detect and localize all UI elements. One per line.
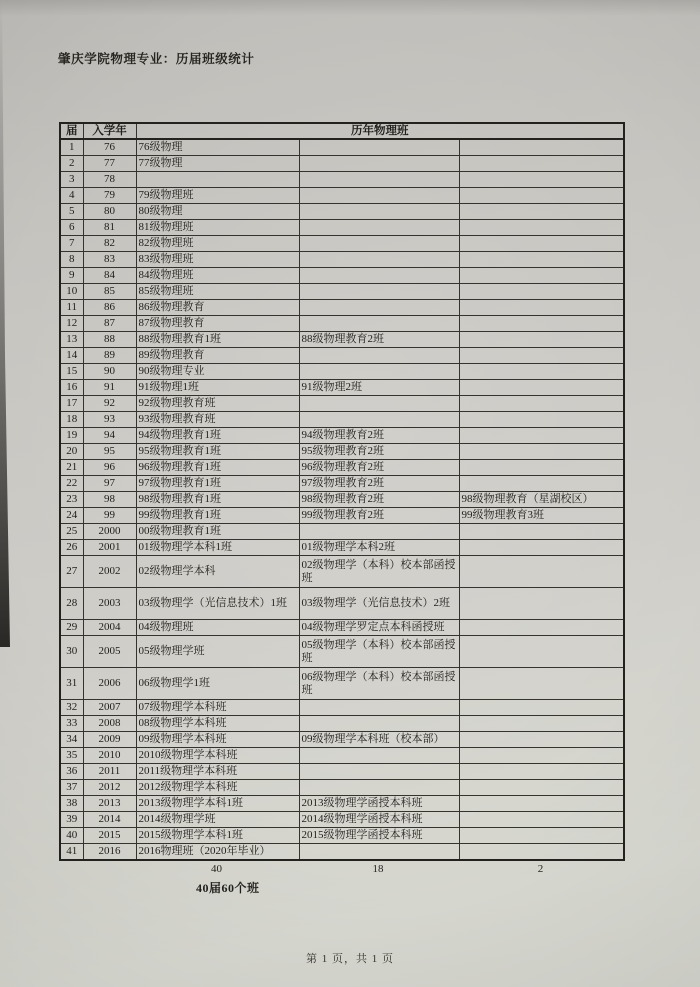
class2-cell xyxy=(299,700,459,716)
class3-cell xyxy=(459,732,624,748)
table-row xyxy=(60,732,624,748)
class1-cell: 2012级物理学本科班 xyxy=(136,780,299,796)
class2-cell xyxy=(299,284,459,300)
class1-cell: 91级物理1班 xyxy=(136,380,299,396)
year-cell: 82 xyxy=(83,236,136,252)
year-cell: 2011 xyxy=(83,764,136,780)
class2-cell: 04级物理学罗定点本科函授班 xyxy=(299,620,459,636)
year-cell: 2008 xyxy=(83,716,136,732)
class2-cell: 88级物理教育2班 xyxy=(299,332,459,348)
document-title: 肇庆学院物理专业：历届班级统计 xyxy=(58,52,255,66)
class3-cell xyxy=(459,588,624,620)
session-cell: 8 xyxy=(60,252,83,268)
header-session: 届 xyxy=(60,123,83,139)
class1-cell: 82级物理班 xyxy=(136,236,299,252)
year-cell: 87 xyxy=(83,316,136,332)
table-row xyxy=(60,380,624,396)
table-row xyxy=(60,636,624,668)
year-cell: 97 xyxy=(83,476,136,492)
class1-cell: 2013级物理学本科1班 xyxy=(136,796,299,812)
class3-cell xyxy=(459,348,624,364)
class3-cell xyxy=(459,716,624,732)
class2-cell xyxy=(299,268,459,284)
session-cell: 37 xyxy=(60,780,83,796)
class3-cell xyxy=(459,236,624,252)
summary-count-col1: 40 xyxy=(211,863,222,875)
class1-cell: 05级物理学班 xyxy=(136,636,299,668)
session-cell: 31 xyxy=(60,668,83,700)
year-cell: 77 xyxy=(83,156,136,172)
summary-total-label: 40届60个班 xyxy=(196,881,260,895)
class2-cell xyxy=(299,252,459,268)
class2-cell: 02级物理学（本科）校本部函授班 xyxy=(299,556,459,588)
year-cell: 92 xyxy=(83,396,136,412)
session-cell: 28 xyxy=(60,588,83,620)
class3-cell xyxy=(459,636,624,668)
class2-cell xyxy=(299,412,459,428)
class1-cell: 02级物理学本科 xyxy=(136,556,299,588)
class1-cell: 90级物理专业 xyxy=(136,364,299,380)
class2-cell xyxy=(299,780,459,796)
class2-cell: 99级物理教育2班 xyxy=(299,508,459,524)
class1-cell: 79级物理班 xyxy=(136,188,299,204)
year-cell: 76 xyxy=(83,139,136,156)
table-row xyxy=(60,204,624,220)
class1-cell: 94级物理教育1班 xyxy=(136,428,299,444)
table-row xyxy=(60,540,624,556)
table-row xyxy=(60,220,624,236)
class1-cell: 99级物理教育1班 xyxy=(136,508,299,524)
table-row xyxy=(60,460,624,476)
class2-cell xyxy=(299,236,459,252)
table-row xyxy=(60,796,624,812)
class2-cell: 2015级物理学函授本科班 xyxy=(299,828,459,844)
class3-cell xyxy=(459,812,624,828)
class1-cell: 86级物理教育 xyxy=(136,300,299,316)
class2-cell: 01级物理学本科2班 xyxy=(299,540,459,556)
session-cell: 39 xyxy=(60,812,83,828)
class1-cell: 97级物理教育1班 xyxy=(136,476,299,492)
class2-cell xyxy=(299,204,459,220)
table-header-row xyxy=(60,123,624,139)
table-row xyxy=(60,508,624,524)
class2-cell xyxy=(299,348,459,364)
class2-cell xyxy=(299,156,459,172)
session-cell: 20 xyxy=(60,444,83,460)
year-cell: 2006 xyxy=(83,668,136,700)
session-cell: 41 xyxy=(60,844,83,861)
class1-cell: 87级物理教育 xyxy=(136,316,299,332)
year-cell: 84 xyxy=(83,268,136,284)
class3-cell xyxy=(459,139,624,156)
class1-cell: 04级物理班 xyxy=(136,620,299,636)
table-row xyxy=(60,764,624,780)
year-cell: 93 xyxy=(83,412,136,428)
class2-cell: 94级物理教育2班 xyxy=(299,428,459,444)
table-row xyxy=(60,139,624,156)
class1-cell: 85级物理班 xyxy=(136,284,299,300)
class1-cell: 95级物理教育1班 xyxy=(136,444,299,460)
year-cell: 2005 xyxy=(83,636,136,668)
table-row xyxy=(60,412,624,428)
class3-cell xyxy=(459,284,624,300)
session-cell: 12 xyxy=(60,316,83,332)
session-cell: 22 xyxy=(60,476,83,492)
year-cell: 88 xyxy=(83,332,136,348)
table-row xyxy=(60,524,624,540)
session-cell: 18 xyxy=(60,412,83,428)
year-cell: 81 xyxy=(83,220,136,236)
year-cell: 2009 xyxy=(83,732,136,748)
class1-cell: 2010级物理学本科班 xyxy=(136,748,299,764)
table-row xyxy=(60,492,624,508)
session-cell: 35 xyxy=(60,748,83,764)
year-cell: 2001 xyxy=(83,540,136,556)
class2-cell: 91级物理2班 xyxy=(299,380,459,396)
session-cell: 6 xyxy=(60,220,83,236)
year-cell: 2010 xyxy=(83,748,136,764)
table-row xyxy=(60,444,624,460)
session-cell: 17 xyxy=(60,396,83,412)
class3-cell: 99级物理教育3班 xyxy=(459,508,624,524)
table-row xyxy=(60,812,624,828)
session-cell: 29 xyxy=(60,620,83,636)
class3-cell xyxy=(459,556,624,588)
class2-cell xyxy=(299,396,459,412)
year-cell: 96 xyxy=(83,460,136,476)
class1-cell: 2016物理班（2020年毕业） xyxy=(136,844,299,861)
year-cell: 95 xyxy=(83,444,136,460)
class2-cell xyxy=(299,844,459,861)
class1-cell: 80级物理 xyxy=(136,204,299,220)
class1-cell: 93级物理教育班 xyxy=(136,412,299,428)
year-cell: 78 xyxy=(83,172,136,188)
class1-cell: 01级物理学本科1班 xyxy=(136,540,299,556)
class3-cell xyxy=(459,332,624,348)
class1-cell: 03级物理学（光信息技术）1班 xyxy=(136,588,299,620)
table-row xyxy=(60,668,624,700)
table-row xyxy=(60,316,624,332)
class1-cell: 96级物理教育1班 xyxy=(136,460,299,476)
table-row xyxy=(60,284,624,300)
year-cell: 86 xyxy=(83,300,136,316)
session-cell: 1 xyxy=(60,139,83,156)
table-row xyxy=(60,156,624,172)
table-row xyxy=(60,700,624,716)
table-row xyxy=(60,268,624,284)
session-cell: 16 xyxy=(60,380,83,396)
class3-cell xyxy=(459,460,624,476)
session-cell: 34 xyxy=(60,732,83,748)
session-cell: 38 xyxy=(60,796,83,812)
table-row xyxy=(60,396,624,412)
table-row xyxy=(60,172,624,188)
session-cell: 23 xyxy=(60,492,83,508)
year-cell: 83 xyxy=(83,252,136,268)
session-cell: 11 xyxy=(60,300,83,316)
class2-cell: 95级物理教育2班 xyxy=(299,444,459,460)
class2-cell xyxy=(299,172,459,188)
table-row xyxy=(60,828,624,844)
class2-cell: 03级物理学（光信息技术）2班 xyxy=(299,588,459,620)
table-row xyxy=(60,188,624,204)
class2-cell: 05级物理学（本科）校本部函授班 xyxy=(299,636,459,668)
class3-cell: 98级物理教育（星湖校区） xyxy=(459,492,624,508)
session-cell: 9 xyxy=(60,268,83,284)
session-cell: 13 xyxy=(60,332,83,348)
year-cell: 2012 xyxy=(83,780,136,796)
class2-cell: 97级物理教育2班 xyxy=(299,476,459,492)
class3-cell xyxy=(459,188,624,204)
class2-cell: 98级物理教育2班 xyxy=(299,492,459,508)
class2-cell xyxy=(299,716,459,732)
year-cell: 94 xyxy=(83,428,136,444)
class2-cell xyxy=(299,139,459,156)
class2-cell xyxy=(299,220,459,236)
class2-cell: 2014级物理学函授本科班 xyxy=(299,812,459,828)
class3-cell xyxy=(459,412,624,428)
year-cell: 89 xyxy=(83,348,136,364)
class3-cell xyxy=(459,300,624,316)
class2-cell xyxy=(299,524,459,540)
class2-cell xyxy=(299,364,459,380)
session-cell: 24 xyxy=(60,508,83,524)
class1-cell: 07级物理学本科班 xyxy=(136,700,299,716)
class3-cell xyxy=(459,476,624,492)
table-row xyxy=(60,556,624,588)
session-cell: 27 xyxy=(60,556,83,588)
header-historical-classes: 历年物理班 xyxy=(136,123,624,139)
session-cell: 4 xyxy=(60,188,83,204)
session-cell: 26 xyxy=(60,540,83,556)
class3-cell xyxy=(459,268,624,284)
session-cell: 30 xyxy=(60,636,83,668)
table-row xyxy=(60,300,624,316)
class3-cell xyxy=(459,524,624,540)
class3-cell xyxy=(459,796,624,812)
session-cell: 5 xyxy=(60,204,83,220)
class3-cell xyxy=(459,316,624,332)
session-cell: 36 xyxy=(60,764,83,780)
class2-cell: 2013级物理学函授本科班 xyxy=(299,796,459,812)
class1-cell: 98级物理教育1班 xyxy=(136,492,299,508)
class3-cell xyxy=(459,620,624,636)
class3-cell xyxy=(459,204,624,220)
year-cell: 2002 xyxy=(83,556,136,588)
class1-cell: 89级物理教育 xyxy=(136,348,299,364)
class3-cell xyxy=(459,428,624,444)
class1-cell: 83级物理班 xyxy=(136,252,299,268)
class3-cell xyxy=(459,780,624,796)
class1-cell: 84级物理班 xyxy=(136,268,299,284)
table-row xyxy=(60,364,624,380)
session-cell: 3 xyxy=(60,172,83,188)
class1-cell: 08级物理学本科班 xyxy=(136,716,299,732)
class3-cell xyxy=(459,844,624,861)
header-enrollment-year: 入学年 xyxy=(83,123,136,139)
class1-cell: 06级物理学1班 xyxy=(136,668,299,700)
class1-cell: 2014级物理学班 xyxy=(136,812,299,828)
year-cell: 98 xyxy=(83,492,136,508)
table-row xyxy=(60,588,624,620)
year-cell: 2003 xyxy=(83,588,136,620)
session-cell: 19 xyxy=(60,428,83,444)
class2-cell: 96级物理教育2班 xyxy=(299,460,459,476)
class3-cell xyxy=(459,444,624,460)
year-cell: 85 xyxy=(83,284,136,300)
class3-cell xyxy=(459,396,624,412)
year-cell: 2016 xyxy=(83,844,136,861)
class-table-body xyxy=(60,139,624,860)
year-cell: 80 xyxy=(83,204,136,220)
year-cell: 2007 xyxy=(83,700,136,716)
table-row xyxy=(60,716,624,732)
table-row xyxy=(60,348,624,364)
table-row xyxy=(60,748,624,764)
class3-cell xyxy=(459,156,624,172)
class1-cell: 88级物理教育1班 xyxy=(136,332,299,348)
class3-cell xyxy=(459,380,624,396)
session-cell: 32 xyxy=(60,700,83,716)
table-row xyxy=(60,476,624,492)
class2-cell xyxy=(299,316,459,332)
year-cell: 91 xyxy=(83,380,136,396)
class-history-table xyxy=(59,122,625,861)
summary-count-col3: 2 xyxy=(537,863,544,875)
class3-cell xyxy=(459,748,624,764)
class2-cell: 06级物理学（本科）校本部函授班 xyxy=(299,668,459,700)
session-cell: 2 xyxy=(60,156,83,172)
session-cell: 21 xyxy=(60,460,83,476)
class3-cell xyxy=(459,540,624,556)
session-cell: 25 xyxy=(60,524,83,540)
year-cell: 2013 xyxy=(83,796,136,812)
year-cell: 2014 xyxy=(83,812,136,828)
table-row xyxy=(60,332,624,348)
class3-cell xyxy=(459,828,624,844)
year-cell: 79 xyxy=(83,188,136,204)
year-cell: 2000 xyxy=(83,524,136,540)
class2-cell xyxy=(299,764,459,780)
session-cell: 33 xyxy=(60,716,83,732)
year-cell: 2015 xyxy=(83,828,136,844)
class3-cell xyxy=(459,764,624,780)
class3-cell xyxy=(459,700,624,716)
class3-cell xyxy=(459,220,624,236)
class2-cell: 09级物理学本科班（校本部） xyxy=(299,732,459,748)
table-row xyxy=(60,236,624,252)
class2-cell xyxy=(299,300,459,316)
class1-cell: 76级物理 xyxy=(136,139,299,156)
class1-cell: 81级物理班 xyxy=(136,220,299,236)
class1-cell: 2015级物理学本科1班 xyxy=(136,828,299,844)
year-cell: 2004 xyxy=(83,620,136,636)
table-row xyxy=(60,252,624,268)
year-cell: 99 xyxy=(83,508,136,524)
table-row xyxy=(60,620,624,636)
table-row xyxy=(60,428,624,444)
class3-cell xyxy=(459,668,624,700)
class2-cell xyxy=(299,748,459,764)
class1-cell xyxy=(136,172,299,188)
class1-cell: 00级物理教育1班 xyxy=(136,524,299,540)
class1-cell: 92级物理教育班 xyxy=(136,396,299,412)
table-row xyxy=(60,844,624,861)
session-cell: 40 xyxy=(60,828,83,844)
class2-cell xyxy=(299,188,459,204)
summary-count-col2: 18 xyxy=(372,863,384,875)
class3-cell xyxy=(459,364,624,380)
class1-cell: 2011级物理学本科班 xyxy=(136,764,299,780)
session-cell: 14 xyxy=(60,348,83,364)
class3-cell xyxy=(459,252,624,268)
class1-cell: 09级物理学本科班 xyxy=(136,732,299,748)
class3-cell xyxy=(459,172,624,188)
session-cell: 7 xyxy=(60,236,83,252)
photo-edge-shadow xyxy=(0,0,11,647)
session-cell: 15 xyxy=(60,364,83,380)
class1-cell: 77级物理 xyxy=(136,156,299,172)
session-cell: 10 xyxy=(60,284,83,300)
table-row xyxy=(60,780,624,796)
year-cell: 90 xyxy=(83,364,136,380)
page-number-footer: 第 1 页，共 1 页 xyxy=(306,953,394,965)
